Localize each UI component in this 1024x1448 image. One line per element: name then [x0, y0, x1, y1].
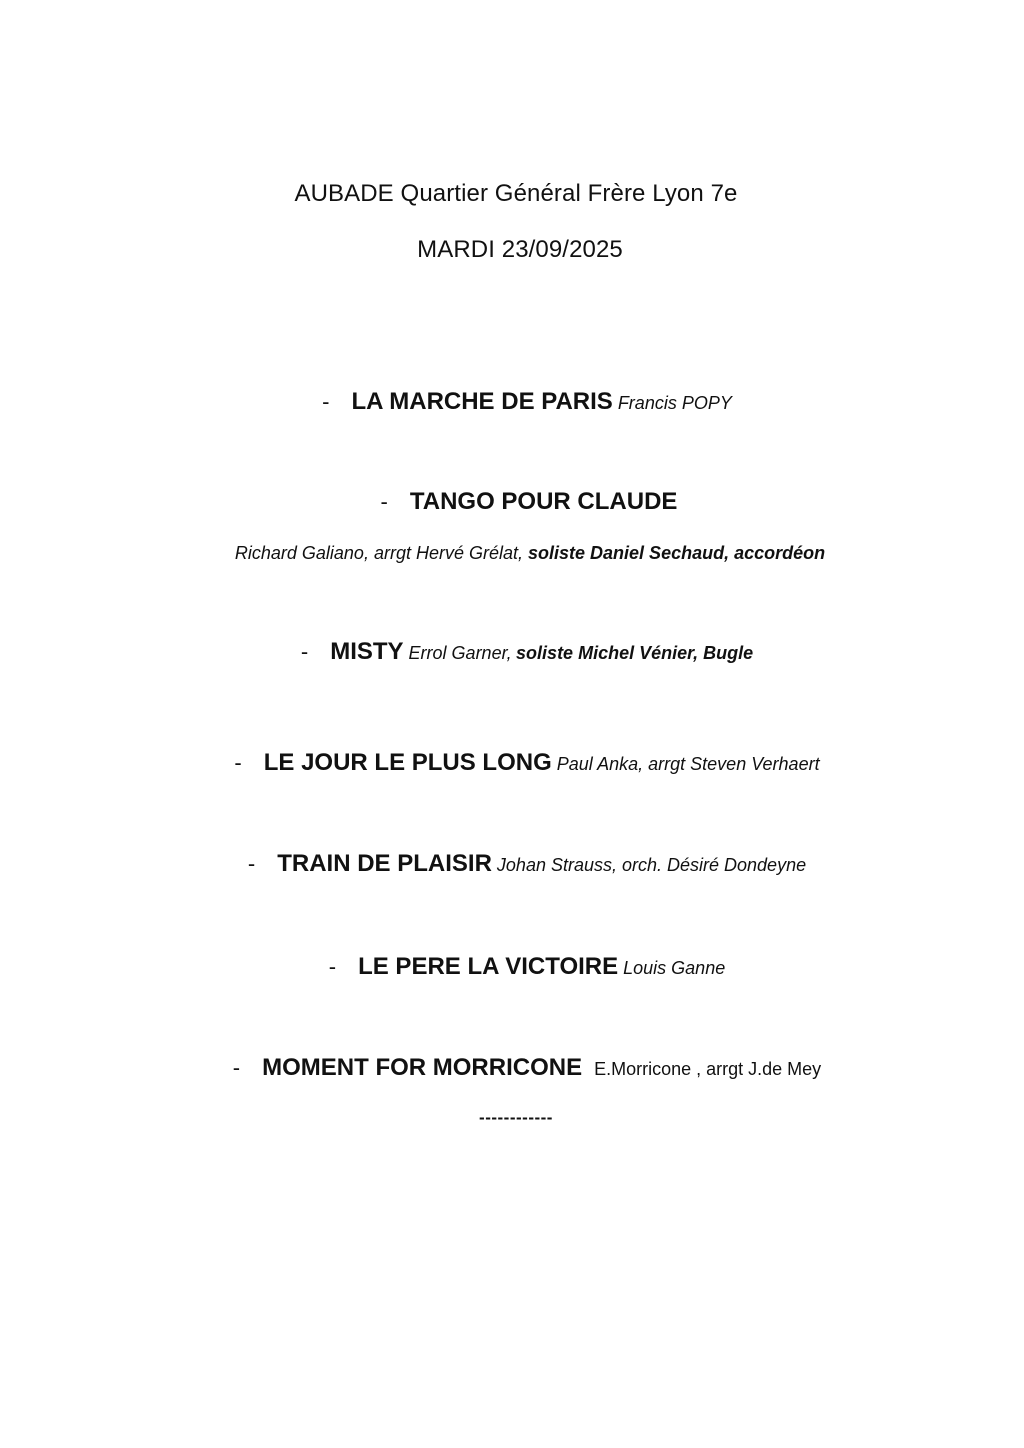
program-item — [0, 488, 1024, 516]
list-dash: - — [300, 639, 309, 664]
piece-title: LE PERE LA VICTOIRE — [358, 953, 619, 980]
piece-credit: Richard Galiano, arrgt Hervé Grélat, — [234, 543, 523, 563]
end-separator: ------------ — [479, 1108, 553, 1127]
list-dash: - — [322, 389, 330, 414]
event-date: MARDI 23/09/2025 — [417, 236, 623, 263]
program-item — [0, 638, 1024, 666]
list-dash: - — [232, 1055, 241, 1080]
list-dash: - — [247, 851, 256, 876]
program-item — [0, 1054, 1024, 1082]
piece-credit-line — [0, 543, 1024, 564]
event-title: AUBADE Quartier Général Frère Lyon 7e — [294, 180, 738, 207]
piece-credit: Francis POPY — [617, 393, 732, 413]
piece-credit: Johan Strauss, orch. Désiré Dondeyne — [496, 855, 807, 875]
program-item — [0, 388, 1024, 416]
soloist-credit: soliste Michel Vénier, Bugle — [516, 643, 754, 663]
list-dash: - — [380, 489, 388, 514]
soloist-credit: soliste Daniel Sechaud, accordéon — [528, 543, 826, 563]
piece-title: TANGO POUR CLAUDE — [409, 488, 678, 515]
piece-title: MOMENT FOR MORRICONE — [262, 1054, 583, 1081]
piece-title: TRAIN DE PLAISIR — [277, 850, 492, 877]
piece-credit: E.Morricone , arrgt J.de Mey — [594, 1059, 822, 1079]
piece-credit: Paul Anka, arrgt Steven Verhaert — [556, 754, 820, 774]
program-item — [0, 953, 1024, 981]
piece-title: LA MARCHE DE PARIS — [351, 388, 613, 415]
program-item — [0, 749, 1024, 777]
program-item — [0, 850, 1024, 878]
piece-title: LE JOUR LE PLUS LONG — [263, 749, 552, 776]
list-dash: - — [328, 954, 337, 979]
piece-credit: Errol Garner, — [408, 643, 512, 663]
piece-credit: Louis Ganne — [623, 958, 726, 978]
list-dash: - — [234, 750, 242, 775]
piece-title: MISTY — [330, 638, 404, 665]
